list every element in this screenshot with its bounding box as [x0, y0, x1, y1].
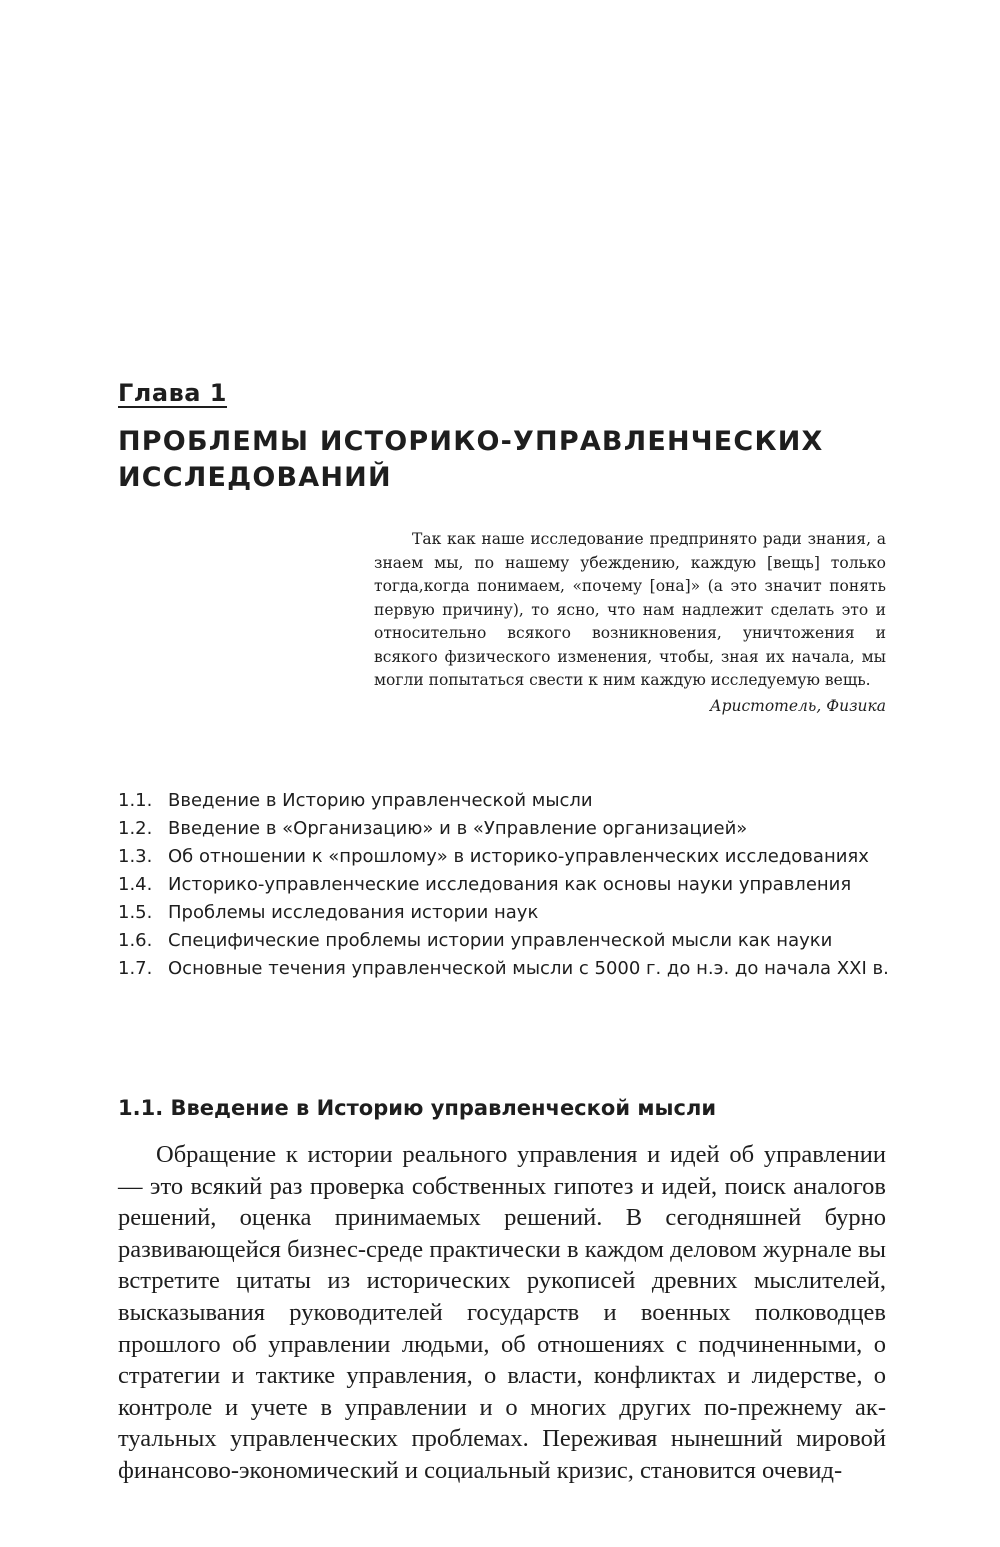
contents-item [118, 955, 898, 983]
contents-item-number: 1.4. [118, 874, 153, 895]
contents-item [118, 843, 898, 871]
contents-item-number: 1.3. [118, 846, 153, 867]
contents-item-title: Основные течения управленческой мысли с 5000 г. до н.э. до начала XXI в. [168, 958, 889, 979]
contents-item-title: Специфические проблемы истории управленческой мысли как науки [168, 930, 833, 951]
chapter-title [118, 424, 878, 496]
contents-item-number: 1.1. [118, 790, 153, 811]
contents-item [118, 871, 898, 899]
epigraph-text: Так как наше исследование предпринято ради знания, а знаем мы, по нашему убеждению, каждую [вещь] только тогда,когда понимаем, «почему [она]» (а это значит понять первую причину), то ясно, что нам надлежит сделать это и относительно всякого возникновения, уничтожения и всякого физического изменения, чтобы, зная их начала, мы могли попытаться свести к ним каждую исследуемую вещь. [374, 530, 886, 689]
contents-item [118, 815, 898, 843]
contents-item [118, 927, 898, 955]
contents-item-number: 1.5. [118, 902, 153, 923]
epigraph [374, 528, 886, 718]
epigraph-author: Аристотель, Физика [709, 696, 886, 715]
contents-item-number: 1.2. [118, 818, 153, 839]
contents-item-title: Введение в Историю управленческой мысли [168, 790, 593, 811]
chapter-label: Глава 1 [118, 379, 228, 407]
contents-item-number: 1.7. [118, 958, 153, 979]
contents-item-number: 1.6. [118, 930, 153, 951]
contents-item-title: Проблемы исследования истории наук [168, 902, 539, 923]
contents-item [118, 899, 898, 927]
contents-item-title: Введение в «Организацию» и в «Управление организацией» [168, 818, 748, 839]
section-heading: 1.1. Введение в Историю управленческой мысли [118, 1096, 717, 1120]
body-paragraph: Обращение к истории реального управления и идей об управлении — это всякий раз проверка собственных гипотез и идей, поиск аналогов решений, оценка принимаемых решений. В сегодняшней бурно развивающейся бизнес-среде практически в каждом деловом журнале вы встретите цитаты из исторических рукописей древних мыслителей, высказывания руководителей государств и военных полководцев прошлого об управлении людьми, об отношениях с подчиненными, о стратегии и тактике управления, о власти, конфликтах и лидерстве, о контроле и учете в управлении и о многих других по-прежнему актуальных управленческих проблемах. Переживая нынешний мировой финансово-экономический и социальный кризис, становится очевид- [118, 1141, 886, 1484]
contents-item [118, 787, 898, 815]
contents-item-title: Об отношении к «прошлому» в историко-управленческих исследованиях [168, 846, 869, 867]
contents-item-title: Историко-управленческие исследования как основы науки управления [168, 874, 852, 895]
chapter-title-line: ИССЛЕДОВАНИЙ [118, 462, 392, 493]
chapter-contents-list [118, 787, 898, 983]
chapter-title-line: ПРОБЛЕМЫ ИСТОРИКО-УПРАВЛЕНЧЕСКИХ [118, 426, 824, 457]
